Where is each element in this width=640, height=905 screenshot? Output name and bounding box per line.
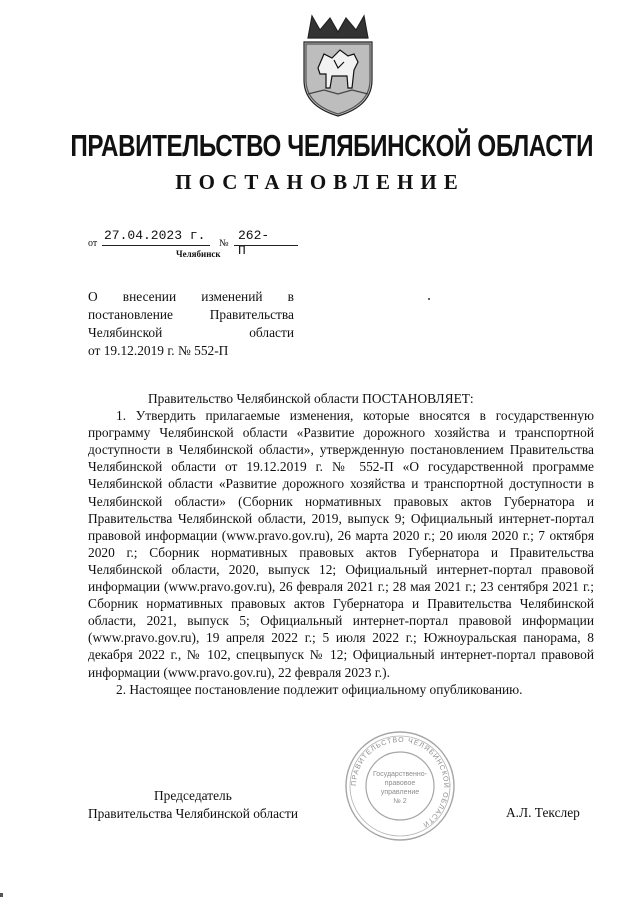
seal-outer-text: ПРАВИТЕЛЬСТВО ЧЕЛЯБИНСКОЙ ОБЛАСТИ — [350, 736, 450, 829]
date-underline — [102, 245, 210, 246]
signer-name: А.Л. Текслер — [506, 805, 580, 820]
resolution-item-1: 1. Утвердить прилагаемые изменения, которые вносятся в государственную программу Челябинской области «Развитие дорожного хозяйства и транспортной доступности в Челябинской области», утвержденную постановлением Правительства Челябинской области от 19.12.2019 г. № 552-П «О государственной программе Челябинской области «Развитие дорожного хозяйства и транспортной доступности в Челябинской области» (Сборник нормативных правовых актов Губернатора и Правительства Челябинской области, 2019, выпуск 9; Официальный интернет-портал правовой информации (www.pravo.gov.ru), 26 марта 2020 г.; 20 июля 2020 г.; 7 октября 2020 г.; Сборник нормативных правовых актов Губернатора и Правительства Челябинской области, 2020, выпуск 12; Официальный интернет-портал правовой информации (www.pravo.gov.ru), 26 февраля 2021 г.; 28 мая 2021 г.; 23 сентября 2021 г.; Сборник нормативных правовых актов Губернатора и Правительства Челябинской области, 2021, выпуск 5; Официальный интернет-портал правовой информации (www.pravo.gov.ru), 19 апреля 2022 г.; 5 июля 2022 г.; Южноуральская панорама, 8 декабря 2022 г., № 102, спецвыпуск № 12; Официальный интернет-портал правовой информации (www.pravo.gov.ru), 22 февраля 2023 г.). — [88, 408, 594, 680]
document-number: 262-П — [238, 228, 270, 258]
number-underline — [234, 245, 298, 246]
official-seal-icon — [344, 730, 456, 842]
scan-dot — [428, 298, 430, 300]
seal-inner-line: управление — [380, 789, 420, 796]
signer-title: Председатель — [154, 788, 232, 803]
document-type-heading: ПОСТАНОВЛЕНИЕ — [175, 170, 465, 194]
number-prefix: № — [219, 238, 229, 249]
seal-inner-line: Государственно- — [372, 771, 428, 778]
seal-inner-line: правовое — [384, 780, 416, 787]
subject-line: О внесении изменений в — [88, 289, 294, 304]
date-prefix: от — [88, 238, 98, 249]
document-date: 27.04.2023 г. — [104, 228, 206, 243]
seal-inner-line: № 2 — [393, 798, 407, 805]
subject-line: постановление Правительства — [88, 307, 294, 322]
document-subject — [88, 288, 294, 360]
document-body — [88, 390, 594, 698]
coat-of-arms-icon — [294, 10, 382, 120]
subject-line: Челябинской области — [88, 325, 294, 340]
signer-organization: Правительства Челябинской области — [88, 806, 298, 821]
organization-title: ПРАВИТЕЛЬСТВО ЧЕЛЯБИНСКОЙ ОБЛАСТИ — [70, 128, 594, 163]
scan-edge-mark — [0, 893, 3, 897]
resolution-item-2: 2. Настоящее постановление подлежит официальному опубликованию. — [116, 681, 523, 697]
document-meta — [88, 226, 270, 266]
resolution-intro: Правительство Челябинской области ПОСТАНОВЛЯЕТ: — [148, 391, 474, 406]
signer-role — [88, 787, 328, 823]
subject-line: от 19.12.2019 г. № 552-П — [88, 343, 229, 358]
city-label: Челябинск — [176, 249, 221, 259]
